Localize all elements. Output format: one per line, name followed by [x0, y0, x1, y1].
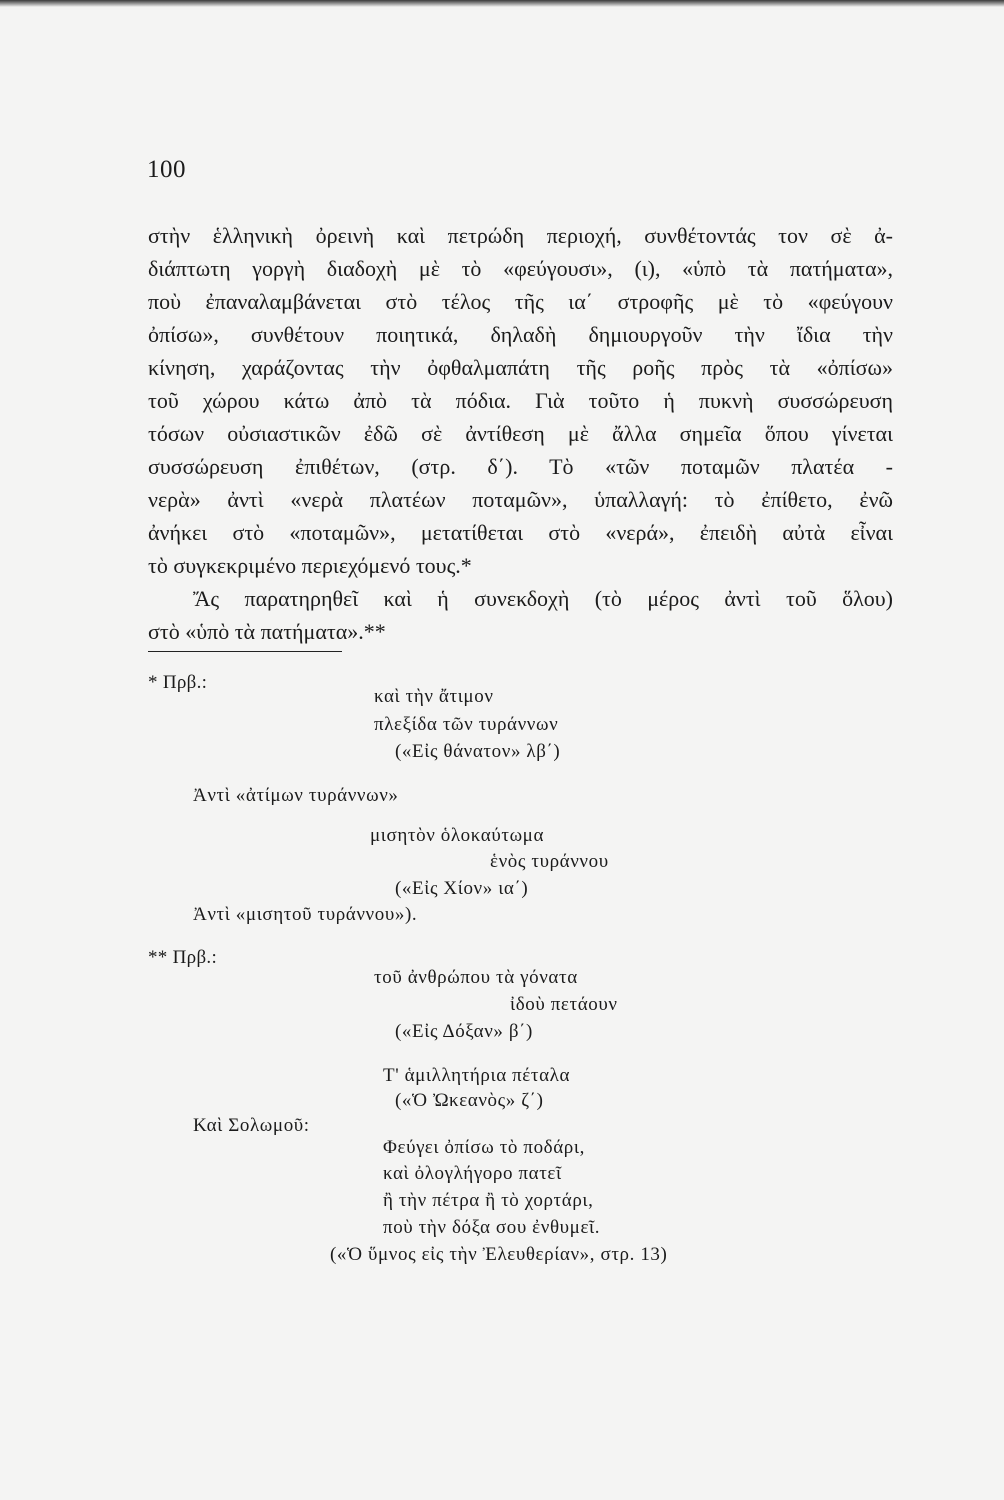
body-line: τοῦ χώρου κάτω ἀπὸ τὰ πόδια. Γιὰ τοῦτο ἡ πυκνὴ συσσώρευση	[148, 388, 893, 413]
body-line: τόσων οὐσιαστικῶν ἐδῶ σὲ ἀντίθεση μὲ ἄλλα σημεῖα ὅπου γίνεται	[148, 421, 893, 446]
quote-line: τοῦ ἀνθρώπου τὰ γόνατα	[374, 967, 578, 988]
body-line: Ἄς παρατηρηθεῖ καὶ ἡ συνεκδοχὴ (τὸ μέρος ἀντὶ τοῦ ὅλου)	[193, 586, 893, 611]
quote-line: πλεξίδα τῶν τυράννων	[374, 714, 559, 735]
quote-line: ἰδοὺ πετάουν	[510, 994, 618, 1015]
quote-line: ἑνὸς τυράννου	[490, 851, 609, 872]
body-line: κίνηση, χαράζοντας τὴν ὀφθαλμαπάτη τῆς ροῆς πρὸς τὰ «ὀπίσω»	[148, 355, 893, 380]
source-citation: («Ὁ ὕμνος εἰς τὴν Ἐλευθερίαν», στρ. 13)	[330, 1244, 668, 1265]
page-number: 100	[147, 156, 186, 183]
body-line: διάπτωτη γοργὴ διαδοχὴ μὲ τὸ «φεύγουσι», (ι), «ὑπὸ τὰ πατήματα»,	[148, 256, 893, 281]
body-line: στὴν ἑλληνικὴ ὀρεινὴ καὶ πετρώδη περιοχή, συνθέτοντάς τον σὲ ἀ-	[148, 223, 893, 248]
quote-line: ποὺ τὴν δόξα σου ἐνθυμεῖ.	[383, 1217, 601, 1238]
comment-line: Καὶ Σολωμοῦ:	[193, 1115, 310, 1136]
body-line: συσσώρευση ἐπιθέτων, (στρ. δ΄). Τὸ «τῶν ποταμῶν πλατέα -	[148, 454, 893, 479]
quote-line: Τ' ἁμιλλητήρια πέταλα	[383, 1065, 571, 1086]
comment-line: Ἀντὶ «ἀτίμων τυράννων»	[193, 785, 399, 806]
quote-line: μισητὸν ὁλοκαύτωμα	[370, 825, 545, 846]
body-line: ποὺ ἐπαναλαμβάνεται στὸ τέλος τῆς ια΄ στροφῆς μὲ τὸ «φεύγουν	[148, 289, 893, 314]
footnote-marker: * Πρβ.:	[148, 672, 208, 693]
body-line: τὸ συγκεκριμένο περιεχόμενό τους.*	[148, 553, 472, 578]
footnote-separator	[148, 651, 342, 652]
body-line: στὸ «ὑπὸ τὰ πατήματα».**	[148, 619, 386, 644]
source-citation: («Εἰς θάνατον» λβ΄)	[395, 741, 561, 762]
body-line: νερὰ» ἀντὶ «νερὰ πλατέων ποταμῶν», ὑπαλλαγή: τὸ ἐπίθετο, ἐνῶ	[148, 487, 893, 512]
quote-line: καὶ τὴν ἄτιμον	[374, 686, 494, 707]
body-paragraph	[148, 219, 893, 648]
quote-line: καὶ ὀλογλήγορο πατεῖ	[383, 1163, 562, 1184]
footnote-marker: ** Πρβ.:	[148, 947, 218, 968]
scan-edge	[0, 0, 1004, 7]
body-line: ἀνήκει στὸ «ποταμῶν», μετατίθεται στὸ «νερά», ἐπειδὴ αὐτὰ εἶναι	[148, 520, 893, 545]
source-citation: («Ὁ Ὠκεανὸς» ζ΄)	[395, 1090, 544, 1111]
source-citation: («Εἰς Χίον» ια΄)	[395, 878, 529, 899]
quote-line: Φεύγει ὀπίσω τὸ ποδάρι,	[383, 1137, 585, 1158]
body-line: ὀπίσω», συνθέτουν ποιητικά, δηλαδὴ δημιουργοῦν τὴν ἴδια τὴν	[148, 322, 893, 347]
source-citation: («Εἰς Δόξαν» β΄)	[395, 1021, 533, 1042]
comment-line: Ἀντὶ «μισητοῦ τυράννου»).	[193, 904, 418, 925]
quote-line: ἢ τὴν πέτρα ἢ τὸ χορτάρι,	[383, 1190, 594, 1211]
